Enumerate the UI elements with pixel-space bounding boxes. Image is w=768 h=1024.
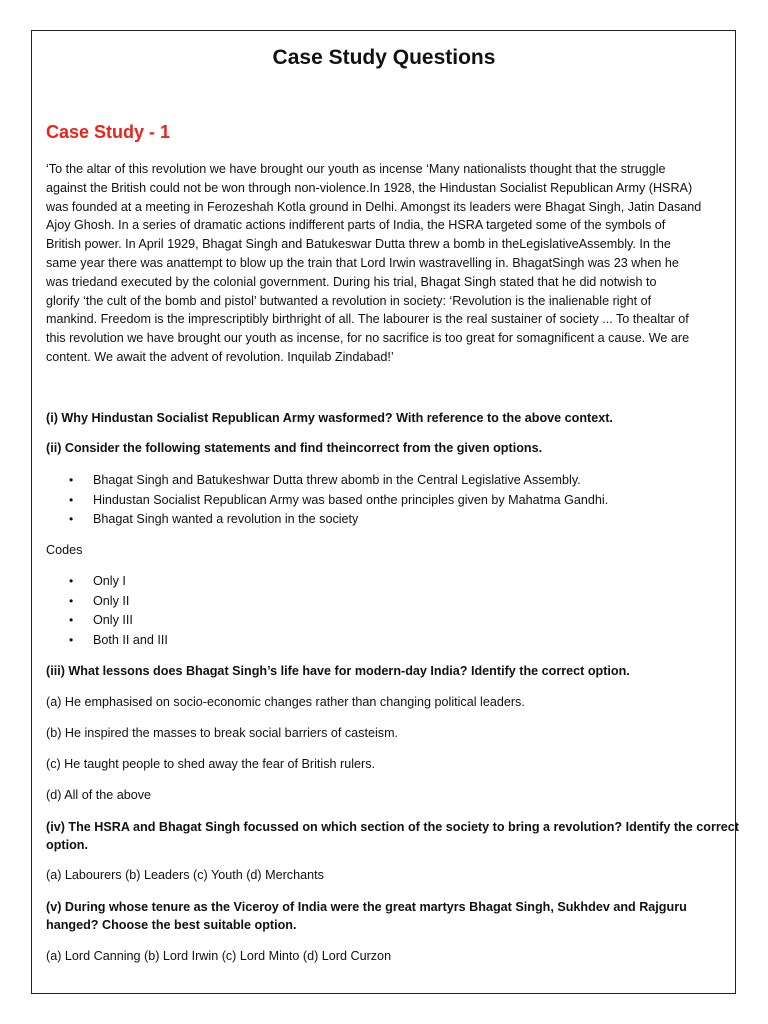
bullet-icon: • [69, 492, 74, 507]
q4-options: (a) Labourers (b) Leaders (c) Youth (d) Merchants [46, 868, 324, 882]
q3-option-b: (b) He inspired the masses to break social barriers of casteism. [46, 726, 399, 740]
passage-line: British power. In April 1929, Bhagat Singh and Batukeswar Dutta threw a bomb in theLegislativeAssembly. In the [46, 237, 671, 252]
q3-option-d: (d) All of the above [46, 788, 152, 802]
question-4: (iv) The HSRA and Bhagat Singh focussed on which section of the society to bring a revolution? Identify the correct [46, 820, 739, 834]
passage-line: this revolution we have brought our youth as incense, for no sacrifice is too great for somagnificent a cause. We are [46, 331, 690, 346]
q3-option-a: (a) He emphasised on socio-economic changes rather than changing political leaders. [46, 695, 525, 709]
code-option: Both II and III [93, 633, 168, 648]
q3-option-c: (c) He taught people to shed away the fear of British rulers. [46, 757, 376, 771]
statement-text: Hindustan Socialist Republican Army was based onthe principles given by Mahatma Gandhi. [93, 492, 609, 507]
question-4-continued: option. [46, 838, 88, 852]
passage-line: same year there was anattempt to blow up the train that Lord Irwin wastravelling in. BhagatSingh was 23 when he [46, 255, 679, 270]
list-item [46, 491, 608, 511]
statement-text: Bhagat Singh and Batukeshwar Dutta threw abomb in the Central Legislative Assembly. [93, 473, 581, 487]
page-title: Case Study Questions [272, 46, 496, 69]
bullet-icon: • [69, 633, 74, 648]
code-option: Only I [93, 574, 126, 588]
case-study-heading: Case Study - 1 [46, 122, 171, 142]
bullet-icon: • [69, 473, 74, 487]
passage-line: mankind. Freedom is the imprescriptibly birthright of all. The labourer is the real sustainer of society ... To thealtar of [46, 312, 689, 327]
list-item [46, 510, 608, 530]
question-3: (iii) What lessons does Bhagat Singh’s life have for modern-day India? Identify the correct option. [46, 664, 630, 678]
question-1: (i) Why Hindustan Socialist Republican Army wasformed? With reference to the above context. [46, 411, 613, 425]
code-option: Only III [93, 613, 133, 628]
passage-line: content. We await the advent of revolution. Inquilab Zindabad!’ [46, 349, 394, 364]
list-item [46, 572, 168, 592]
list-item [46, 592, 168, 612]
list-item [46, 611, 168, 631]
codes-label: Codes [46, 543, 83, 557]
question-5: (v) During whose tenure as the Viceroy of India were the great martyrs Bhagat Singh, Sukhdev and Rajguru [46, 900, 687, 914]
codes-list [46, 572, 168, 651]
question-5-continued: hanged? Choose the best suitable option. [46, 918, 297, 932]
code-option: Only II [93, 593, 130, 608]
case-passage [46, 160, 724, 367]
bullet-icon: • [69, 574, 74, 588]
statement-text: Bhagat Singh wanted a revolution in the society [93, 512, 359, 526]
bullet-icon: • [69, 593, 74, 608]
passage-line: glorify ‘the cult of the bomb and pistol’ butwanted a revolution in society: ‘Revolution is the inalienable right of [46, 293, 652, 308]
question-2: (ii) Consider the following statements and find theincorrect from the given options. [46, 441, 543, 455]
passage-line: against the British could not be won through non-violence.In 1928, the Hindustan Socialist Republican Army (HSRA) [46, 180, 693, 195]
bullet-icon: • [69, 512, 74, 526]
bullet-icon: • [69, 613, 74, 628]
list-item [46, 471, 608, 491]
q5-options: (a) Lord Canning (b) Lord Irwin (c) Lord Minto (d) Lord Curzon [46, 949, 392, 963]
list-item [46, 631, 168, 651]
passage-line: was triedand executed by the colonial government. During his trial, Bhagat Singh stated that he did notwish to [46, 274, 657, 289]
statement-list [46, 471, 608, 530]
passage-line: was founded at a meeting in Ferozeshah Kotla ground in Delhi. Amongst its leaders were Bhagat Singh, Jatin Dasand [46, 199, 702, 214]
passage-line: ‘To the altar of this revolution we have brought our youth as incense ‘Many nationalists thought that the struggle [46, 162, 666, 176]
passage-line: Ajoy Ghosh. In a series of dramatic actions indifferent parts of India, the HSRA targeted some of the symbols of [46, 218, 666, 233]
